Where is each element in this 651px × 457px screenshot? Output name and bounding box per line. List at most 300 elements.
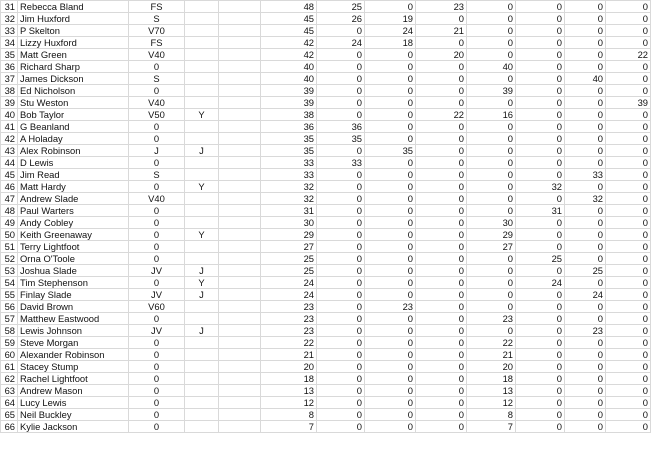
round-1-cell[interactable]: 33: [317, 157, 365, 169]
category-cell[interactable]: V50: [129, 109, 185, 121]
total-points-cell[interactable]: 40: [261, 61, 317, 73]
category-cell[interactable]: 0: [129, 313, 185, 325]
round-6-cell[interactable]: 0: [565, 313, 606, 325]
round-6-cell[interactable]: 0: [565, 229, 606, 241]
round-3-cell[interactable]: 0: [416, 145, 467, 157]
round-1-cell[interactable]: 0: [317, 241, 365, 253]
round-2-cell[interactable]: 0: [365, 49, 416, 61]
name-cell[interactable]: P Skelton: [18, 25, 129, 37]
category-cell[interactable]: 0: [129, 205, 185, 217]
round-2-cell[interactable]: 0: [365, 373, 416, 385]
empty-cell[interactable]: [219, 121, 261, 133]
empty-cell[interactable]: [219, 361, 261, 373]
total-points-cell[interactable]: 39: [261, 85, 317, 97]
name-cell[interactable]: Andrew Slade: [18, 193, 129, 205]
total-points-cell[interactable]: 40: [261, 73, 317, 85]
round-6-cell[interactable]: 0: [565, 349, 606, 361]
flag-cell[interactable]: Y: [185, 277, 219, 289]
empty-cell[interactable]: [219, 313, 261, 325]
round-2-cell[interactable]: 0: [365, 241, 416, 253]
round-5-cell[interactable]: 24: [516, 277, 565, 289]
total-points-cell[interactable]: 22: [261, 337, 317, 349]
empty-cell[interactable]: [219, 301, 261, 313]
flag-cell[interactable]: [185, 301, 219, 313]
position-cell[interactable]: 51: [1, 241, 18, 253]
name-cell[interactable]: Lucy Lewis: [18, 397, 129, 409]
position-cell[interactable]: 32: [1, 13, 18, 25]
round-3-cell[interactable]: 0: [416, 277, 467, 289]
category-cell[interactable]: 0: [129, 181, 185, 193]
round-6-cell[interactable]: 0: [565, 217, 606, 229]
position-cell[interactable]: 59: [1, 337, 18, 349]
round-6-cell[interactable]: 0: [565, 145, 606, 157]
round-6-cell[interactable]: 33: [565, 169, 606, 181]
round-1-cell[interactable]: 0: [317, 229, 365, 241]
round-4-cell[interactable]: 0: [467, 97, 516, 109]
round-5-cell[interactable]: 0: [516, 337, 565, 349]
round-1-cell[interactable]: 0: [317, 313, 365, 325]
round-3-cell[interactable]: 0: [416, 373, 467, 385]
flag-cell[interactable]: [185, 421, 219, 433]
name-cell[interactable]: Rebecca Bland: [18, 1, 129, 13]
round-7-cell[interactable]: 0: [606, 325, 651, 337]
name-cell[interactable]: Matt Green: [18, 49, 129, 61]
round-6-cell[interactable]: 24: [565, 289, 606, 301]
round-2-cell[interactable]: 0: [365, 85, 416, 97]
category-cell[interactable]: S: [129, 73, 185, 85]
empty-cell[interactable]: [219, 217, 261, 229]
round-5-cell[interactable]: 0: [516, 169, 565, 181]
round-3-cell[interactable]: 0: [416, 61, 467, 73]
round-3-cell[interactable]: 0: [416, 325, 467, 337]
empty-cell[interactable]: [219, 253, 261, 265]
round-6-cell[interactable]: 0: [565, 337, 606, 349]
round-6-cell[interactable]: 0: [565, 157, 606, 169]
empty-cell[interactable]: [219, 133, 261, 145]
total-points-cell[interactable]: 31: [261, 205, 317, 217]
name-cell[interactable]: Ed Nicholson: [18, 85, 129, 97]
round-1-cell[interactable]: 0: [317, 169, 365, 181]
name-cell[interactable]: David Brown: [18, 301, 129, 313]
round-5-cell[interactable]: 0: [516, 289, 565, 301]
round-2-cell[interactable]: 18: [365, 37, 416, 49]
category-cell[interactable]: 0: [129, 85, 185, 97]
category-cell[interactable]: V60: [129, 301, 185, 313]
name-cell[interactable]: Joshua Slade: [18, 265, 129, 277]
category-cell[interactable]: S: [129, 13, 185, 25]
empty-cell[interactable]: [219, 97, 261, 109]
round-6-cell[interactable]: 40: [565, 73, 606, 85]
round-6-cell[interactable]: 0: [565, 205, 606, 217]
round-3-cell[interactable]: 0: [416, 205, 467, 217]
round-2-cell[interactable]: 35: [365, 145, 416, 157]
round-2-cell[interactable]: 0: [365, 385, 416, 397]
round-6-cell[interactable]: 0: [565, 97, 606, 109]
round-5-cell[interactable]: 0: [516, 13, 565, 25]
round-6-cell[interactable]: 0: [565, 13, 606, 25]
round-3-cell[interactable]: 0: [416, 133, 467, 145]
round-4-cell[interactable]: 0: [467, 157, 516, 169]
position-cell[interactable]: 36: [1, 61, 18, 73]
round-7-cell[interactable]: 0: [606, 25, 651, 37]
round-7-cell[interactable]: 0: [606, 409, 651, 421]
flag-cell[interactable]: [185, 397, 219, 409]
round-1-cell[interactable]: 26: [317, 13, 365, 25]
position-cell[interactable]: 65: [1, 409, 18, 421]
round-5-cell[interactable]: 0: [516, 265, 565, 277]
empty-cell[interactable]: [219, 13, 261, 25]
round-2-cell[interactable]: 0: [365, 73, 416, 85]
flag-cell[interactable]: [185, 121, 219, 133]
round-3-cell[interactable]: 0: [416, 289, 467, 301]
total-points-cell[interactable]: 23: [261, 325, 317, 337]
position-cell[interactable]: 54: [1, 277, 18, 289]
round-5-cell[interactable]: 0: [516, 73, 565, 85]
empty-cell[interactable]: [219, 73, 261, 85]
total-points-cell[interactable]: 42: [261, 49, 317, 61]
flag-cell[interactable]: J: [185, 145, 219, 157]
empty-cell[interactable]: [219, 181, 261, 193]
round-7-cell[interactable]: 0: [606, 193, 651, 205]
flag-cell[interactable]: [185, 205, 219, 217]
category-cell[interactable]: 0: [129, 133, 185, 145]
round-1-cell[interactable]: 0: [317, 337, 365, 349]
round-7-cell[interactable]: 0: [606, 337, 651, 349]
round-4-cell[interactable]: 12: [467, 397, 516, 409]
empty-cell[interactable]: [219, 1, 261, 13]
empty-cell[interactable]: [219, 157, 261, 169]
round-1-cell[interactable]: 0: [317, 49, 365, 61]
flag-cell[interactable]: J: [185, 289, 219, 301]
round-1-cell[interactable]: 0: [317, 397, 365, 409]
position-cell[interactable]: 43: [1, 145, 18, 157]
round-2-cell[interactable]: 0: [365, 121, 416, 133]
round-3-cell[interactable]: 0: [416, 313, 467, 325]
round-3-cell[interactable]: 0: [416, 229, 467, 241]
empty-cell[interactable]: [219, 37, 261, 49]
round-3-cell[interactable]: 22: [416, 109, 467, 121]
round-4-cell[interactable]: 8: [467, 409, 516, 421]
round-7-cell[interactable]: 0: [606, 61, 651, 73]
position-cell[interactable]: 39: [1, 97, 18, 109]
total-points-cell[interactable]: 23: [261, 301, 317, 313]
round-6-cell[interactable]: 0: [565, 409, 606, 421]
empty-cell[interactable]: [219, 325, 261, 337]
total-points-cell[interactable]: 24: [261, 277, 317, 289]
position-cell[interactable]: 33: [1, 25, 18, 37]
round-7-cell[interactable]: 0: [606, 13, 651, 25]
round-7-cell[interactable]: 0: [606, 157, 651, 169]
round-4-cell[interactable]: 40: [467, 61, 516, 73]
flag-cell[interactable]: [185, 61, 219, 73]
round-7-cell[interactable]: 0: [606, 37, 651, 49]
round-6-cell[interactable]: 32: [565, 193, 606, 205]
flag-cell[interactable]: [185, 37, 219, 49]
round-6-cell[interactable]: 0: [565, 181, 606, 193]
total-points-cell[interactable]: 32: [261, 181, 317, 193]
category-cell[interactable]: 0: [129, 229, 185, 241]
position-cell[interactable]: 61: [1, 361, 18, 373]
round-7-cell[interactable]: 0: [606, 1, 651, 13]
round-5-cell[interactable]: 0: [516, 313, 565, 325]
flag-cell[interactable]: [185, 349, 219, 361]
round-4-cell[interactable]: 0: [467, 193, 516, 205]
round-3-cell[interactable]: 0: [416, 169, 467, 181]
round-5-cell[interactable]: 0: [516, 217, 565, 229]
round-4-cell[interactable]: 21: [467, 349, 516, 361]
round-4-cell[interactable]: 0: [467, 1, 516, 13]
round-4-cell[interactable]: 16: [467, 109, 516, 121]
round-6-cell[interactable]: 23: [565, 325, 606, 337]
empty-cell[interactable]: [219, 193, 261, 205]
name-cell[interactable]: Lizzy Huxford: [18, 37, 129, 49]
round-1-cell[interactable]: 24: [317, 37, 365, 49]
round-4-cell[interactable]: 0: [467, 169, 516, 181]
round-5-cell[interactable]: 0: [516, 301, 565, 313]
round-2-cell[interactable]: 0: [365, 337, 416, 349]
round-2-cell[interactable]: 0: [365, 217, 416, 229]
round-7-cell[interactable]: 0: [606, 289, 651, 301]
total-points-cell[interactable]: 35: [261, 133, 317, 145]
round-2-cell[interactable]: 23: [365, 301, 416, 313]
round-4-cell[interactable]: 29: [467, 229, 516, 241]
round-1-cell[interactable]: 0: [317, 385, 365, 397]
round-5-cell[interactable]: 0: [516, 325, 565, 337]
position-cell[interactable]: 49: [1, 217, 18, 229]
name-cell[interactable]: Richard Sharp: [18, 61, 129, 73]
round-4-cell[interactable]: 18: [467, 373, 516, 385]
round-4-cell[interactable]: 0: [467, 121, 516, 133]
round-7-cell[interactable]: 0: [606, 109, 651, 121]
name-cell[interactable]: Jim Huxford: [18, 13, 129, 25]
position-cell[interactable]: 35: [1, 49, 18, 61]
flag-cell[interactable]: J: [185, 265, 219, 277]
name-cell[interactable]: Alexander Robinson: [18, 349, 129, 361]
round-5-cell[interactable]: 0: [516, 157, 565, 169]
round-1-cell[interactable]: 0: [317, 301, 365, 313]
category-cell[interactable]: V70: [129, 25, 185, 37]
round-3-cell[interactable]: 0: [416, 337, 467, 349]
round-3-cell[interactable]: 0: [416, 397, 467, 409]
round-5-cell[interactable]: 32: [516, 181, 565, 193]
flag-cell[interactable]: [185, 25, 219, 37]
position-cell[interactable]: 52: [1, 253, 18, 265]
round-6-cell[interactable]: 0: [565, 61, 606, 73]
round-7-cell[interactable]: 0: [606, 349, 651, 361]
flag-cell[interactable]: [185, 85, 219, 97]
total-points-cell[interactable]: 30: [261, 217, 317, 229]
round-4-cell[interactable]: 0: [467, 145, 516, 157]
round-5-cell[interactable]: 0: [516, 385, 565, 397]
empty-cell[interactable]: [219, 229, 261, 241]
round-3-cell[interactable]: 23: [416, 1, 467, 13]
round-5-cell[interactable]: 0: [516, 397, 565, 409]
round-4-cell[interactable]: 0: [467, 13, 516, 25]
round-5-cell[interactable]: 0: [516, 25, 565, 37]
round-6-cell[interactable]: 0: [565, 121, 606, 133]
name-cell[interactable]: Tim Stephenson: [18, 277, 129, 289]
category-cell[interactable]: 0: [129, 349, 185, 361]
round-5-cell[interactable]: 0: [516, 409, 565, 421]
round-1-cell[interactable]: 0: [317, 205, 365, 217]
round-7-cell[interactable]: 0: [606, 241, 651, 253]
name-cell[interactable]: Steve Morgan: [18, 337, 129, 349]
round-1-cell[interactable]: 0: [317, 421, 365, 433]
empty-cell[interactable]: [219, 373, 261, 385]
category-cell[interactable]: 0: [129, 397, 185, 409]
round-1-cell[interactable]: 0: [317, 25, 365, 37]
flag-cell[interactable]: [185, 13, 219, 25]
round-4-cell[interactable]: 13: [467, 385, 516, 397]
round-1-cell[interactable]: 0: [317, 253, 365, 265]
round-7-cell[interactable]: 0: [606, 205, 651, 217]
round-6-cell[interactable]: 0: [565, 421, 606, 433]
empty-cell[interactable]: [219, 85, 261, 97]
category-cell[interactable]: J: [129, 145, 185, 157]
position-cell[interactable]: 31: [1, 1, 18, 13]
round-4-cell[interactable]: 27: [467, 241, 516, 253]
round-3-cell[interactable]: 0: [416, 409, 467, 421]
flag-cell[interactable]: [185, 217, 219, 229]
round-3-cell[interactable]: 20: [416, 49, 467, 61]
round-7-cell[interactable]: 0: [606, 229, 651, 241]
round-7-cell[interactable]: 0: [606, 265, 651, 277]
round-5-cell[interactable]: 0: [516, 97, 565, 109]
total-points-cell[interactable]: 20: [261, 361, 317, 373]
empty-cell[interactable]: [219, 205, 261, 217]
round-1-cell[interactable]: 0: [317, 61, 365, 73]
flag-cell[interactable]: [185, 313, 219, 325]
total-points-cell[interactable]: 38: [261, 109, 317, 121]
total-points-cell[interactable]: 35: [261, 145, 317, 157]
category-cell[interactable]: 0: [129, 409, 185, 421]
category-cell[interactable]: V40: [129, 49, 185, 61]
total-points-cell[interactable]: 36: [261, 121, 317, 133]
total-points-cell[interactable]: 12: [261, 397, 317, 409]
round-3-cell[interactable]: 0: [416, 349, 467, 361]
round-4-cell[interactable]: 20: [467, 361, 516, 373]
total-points-cell[interactable]: 27: [261, 241, 317, 253]
name-cell[interactable]: Kylie Jackson: [18, 421, 129, 433]
category-cell[interactable]: 0: [129, 421, 185, 433]
category-cell[interactable]: JV: [129, 325, 185, 337]
round-7-cell[interactable]: 0: [606, 361, 651, 373]
round-4-cell[interactable]: 0: [467, 133, 516, 145]
category-cell[interactable]: 0: [129, 277, 185, 289]
name-cell[interactable]: Stu Weston: [18, 97, 129, 109]
category-cell[interactable]: JV: [129, 289, 185, 301]
category-cell[interactable]: 0: [129, 361, 185, 373]
position-cell[interactable]: 42: [1, 133, 18, 145]
round-7-cell[interactable]: 0: [606, 217, 651, 229]
round-1-cell[interactable]: 0: [317, 265, 365, 277]
round-2-cell[interactable]: 0: [365, 61, 416, 73]
category-cell[interactable]: V40: [129, 193, 185, 205]
round-3-cell[interactable]: 0: [416, 385, 467, 397]
position-cell[interactable]: 37: [1, 73, 18, 85]
position-cell[interactable]: 44: [1, 157, 18, 169]
round-3-cell[interactable]: 0: [416, 421, 467, 433]
empty-cell[interactable]: [219, 385, 261, 397]
flag-cell[interactable]: [185, 97, 219, 109]
position-cell[interactable]: 50: [1, 229, 18, 241]
round-4-cell[interactable]: 22: [467, 337, 516, 349]
round-5-cell[interactable]: 0: [516, 49, 565, 61]
flag-cell[interactable]: [185, 241, 219, 253]
round-6-cell[interactable]: 0: [565, 85, 606, 97]
round-2-cell[interactable]: 0: [365, 265, 416, 277]
total-points-cell[interactable]: 45: [261, 25, 317, 37]
total-points-cell[interactable]: 33: [261, 157, 317, 169]
empty-cell[interactable]: [219, 397, 261, 409]
round-1-cell[interactable]: 36: [317, 121, 365, 133]
round-7-cell[interactable]: 39: [606, 97, 651, 109]
flag-cell[interactable]: [185, 193, 219, 205]
empty-cell[interactable]: [219, 61, 261, 73]
empty-cell[interactable]: [219, 349, 261, 361]
name-cell[interactable]: Lewis Johnson: [18, 325, 129, 337]
round-1-cell[interactable]: 0: [317, 145, 365, 157]
position-cell[interactable]: 56: [1, 301, 18, 313]
position-cell[interactable]: 46: [1, 181, 18, 193]
position-cell[interactable]: 45: [1, 169, 18, 181]
category-cell[interactable]: 0: [129, 373, 185, 385]
total-points-cell[interactable]: 24: [261, 289, 317, 301]
round-2-cell[interactable]: 0: [365, 397, 416, 409]
empty-cell[interactable]: [219, 421, 261, 433]
empty-cell[interactable]: [219, 241, 261, 253]
round-7-cell[interactable]: 0: [606, 133, 651, 145]
round-2-cell[interactable]: 0: [365, 169, 416, 181]
round-6-cell[interactable]: 0: [565, 373, 606, 385]
round-5-cell[interactable]: 0: [516, 61, 565, 73]
round-6-cell[interactable]: 0: [565, 397, 606, 409]
round-3-cell[interactable]: 0: [416, 85, 467, 97]
round-2-cell[interactable]: 0: [365, 181, 416, 193]
round-3-cell[interactable]: 0: [416, 301, 467, 313]
name-cell[interactable]: Alex Robinson: [18, 145, 129, 157]
round-7-cell[interactable]: 22: [606, 49, 651, 61]
empty-cell[interactable]: [219, 49, 261, 61]
round-3-cell[interactable]: 0: [416, 193, 467, 205]
category-cell[interactable]: 0: [129, 253, 185, 265]
name-cell[interactable]: Rachel Lightfoot: [18, 373, 129, 385]
position-cell[interactable]: 57: [1, 313, 18, 325]
round-6-cell[interactable]: 0: [565, 301, 606, 313]
round-1-cell[interactable]: 0: [317, 217, 365, 229]
round-2-cell[interactable]: 0: [365, 277, 416, 289]
category-cell[interactable]: FS: [129, 37, 185, 49]
round-4-cell[interactable]: 0: [467, 277, 516, 289]
total-points-cell[interactable]: 23: [261, 313, 317, 325]
empty-cell[interactable]: [219, 265, 261, 277]
round-2-cell[interactable]: 0: [365, 133, 416, 145]
round-4-cell[interactable]: 0: [467, 289, 516, 301]
name-cell[interactable]: Jim Read: [18, 169, 129, 181]
position-cell[interactable]: 34: [1, 37, 18, 49]
round-2-cell[interactable]: 0: [365, 313, 416, 325]
round-2-cell[interactable]: 0: [365, 229, 416, 241]
round-5-cell[interactable]: 0: [516, 121, 565, 133]
round-4-cell[interactable]: 7: [467, 421, 516, 433]
round-5-cell[interactable]: 0: [516, 421, 565, 433]
round-7-cell[interactable]: 0: [606, 277, 651, 289]
name-cell[interactable]: A Holaday: [18, 133, 129, 145]
round-5-cell[interactable]: 0: [516, 193, 565, 205]
round-7-cell[interactable]: 0: [606, 85, 651, 97]
round-4-cell[interactable]: 0: [467, 181, 516, 193]
round-7-cell[interactable]: 0: [606, 121, 651, 133]
